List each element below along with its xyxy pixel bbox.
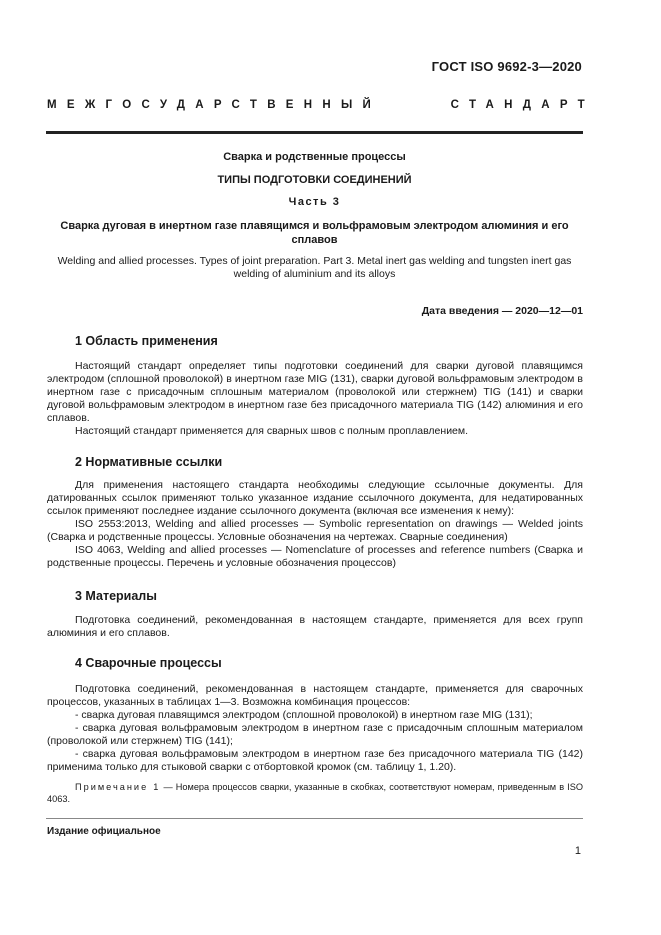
intro-date: Дата введения — 2020—12—01 <box>421 305 583 317</box>
subtitle: Сварка дуговая в инертном газе плавящимся и вольфрамовым электродом алюминия и его сплавов <box>60 220 569 246</box>
english-title: Welding and allied processes. Types of joint preparation. Part 3. Metal inert gas welding and tungsten inert gas welding of aluminium and its alloys <box>57 255 572 280</box>
section-4-item-mig: - сварка дуговая плавящимся электродом (сплошной проволокой) в инертном газе MIG (131); <box>75 709 533 721</box>
section-1-paragraph-1: Настоящий стандарт определяет типы подготовки соединений для сварки дуговой плавящимся электродом (сплошной проволокой) в инертном газе MIG (131), сварки дуговой вольфрамовым электродом в инертном газе с присадочным сплошным материалом (проволокой или стержнем) TIG (141) и сварки дуговой вольфрамовым электродом в инертном газе без присадочного материала TIG (142) алюминия и его сплавов. <box>47 360 583 424</box>
section-4-item-tig141: - сварка дуговая вольфрамовым электродом в инертном газе с присадочным сплошным материалом (проволокой или стержнем) TIG (141); <box>47 722 583 747</box>
header-rule <box>46 131 583 134</box>
section-1-body <box>47 360 583 438</box>
title-line2: ТИПЫ ПОДГОТОВКИ СОЕДИНЕНИЙ <box>217 174 412 186</box>
note-label: Примечание 1 <box>75 782 161 792</box>
section-2-heading: 2 Нормативные ссылки <box>75 455 223 469</box>
section-2-reference-iso2553: ISO 2553:2013, Welding and allied processes — Symbolic representation on drawings — Welded joints (Сварка и родственные процессы. Условные обозначения на чертежах. Сварные соединения) <box>47 518 583 543</box>
footer-rule <box>46 818 583 819</box>
official-edition: Издание официальное <box>47 826 161 837</box>
section-3-paragraph-1: Подготовка соединений, рекомендованная в настоящем стандарте, применяется для всех групп алюминия и его сплавов. <box>47 614 583 639</box>
section-1-heading: 1 Область применения <box>75 334 218 348</box>
section-3-heading: 3 Материалы <box>75 589 157 603</box>
section-1-paragraph-2: Настоящий стандарт применяется для сварных швов с полным проплавлением. <box>75 425 469 437</box>
page-number: 1 <box>574 845 581 857</box>
section-4-paragraph-1: Подготовка соединений, рекомендованная в настоящем стандарте, применяется для сварочных процессов, указанных в таблицах 1—3. Возможна комбинация процессов: <box>47 683 583 708</box>
section-2-reference-iso4063: ISO 4063, Welding and allied processes — Nomenclature of processes and reference numbers (Сварка и родственные процессы. Перечень и условные обозначения процессов) <box>47 544 583 569</box>
section-4-body <box>47 683 583 774</box>
note-text: — Номера процессов сварки, указанные в скобках, соответствуют номерам, приведенным в ISO 4063. <box>47 782 584 804</box>
gost-code: ГОСТ ISO 9692-3—2020 <box>431 59 582 74</box>
part-title: Часть 3 <box>288 196 341 208</box>
section-2-paragraph-1: Для применения настоящего стандарта необходимы следующие ссылочные документы. Для датированных ссылок применяют только указанное издание ссылочного документа, для недатированных ссылок применяют последнее издание ссылочного документа (включая все изменения к нему): <box>47 479 583 517</box>
note-1 <box>47 781 583 805</box>
title-line1: Сварка и родственные процессы <box>223 151 406 163</box>
section-4-item-tig142: - сварка дуговая вольфрамовым электродом в инертном газе без присадочного материала TIG (142) применима только для стыковой сварки с отбортовкой кромок (см. таблицу 1, 1.20). <box>47 748 583 773</box>
standard-banner <box>47 99 595 111</box>
section-2-body <box>47 479 583 570</box>
section-3-body <box>47 614 583 640</box>
banner-word-standard: СТАНДАРТ <box>450 99 595 111</box>
banner-word-interstate: МЕЖГОСУДАРСТВЕННЫЙ <box>47 99 382 111</box>
section-4-heading: 4 Сварочные процессы <box>75 656 222 670</box>
